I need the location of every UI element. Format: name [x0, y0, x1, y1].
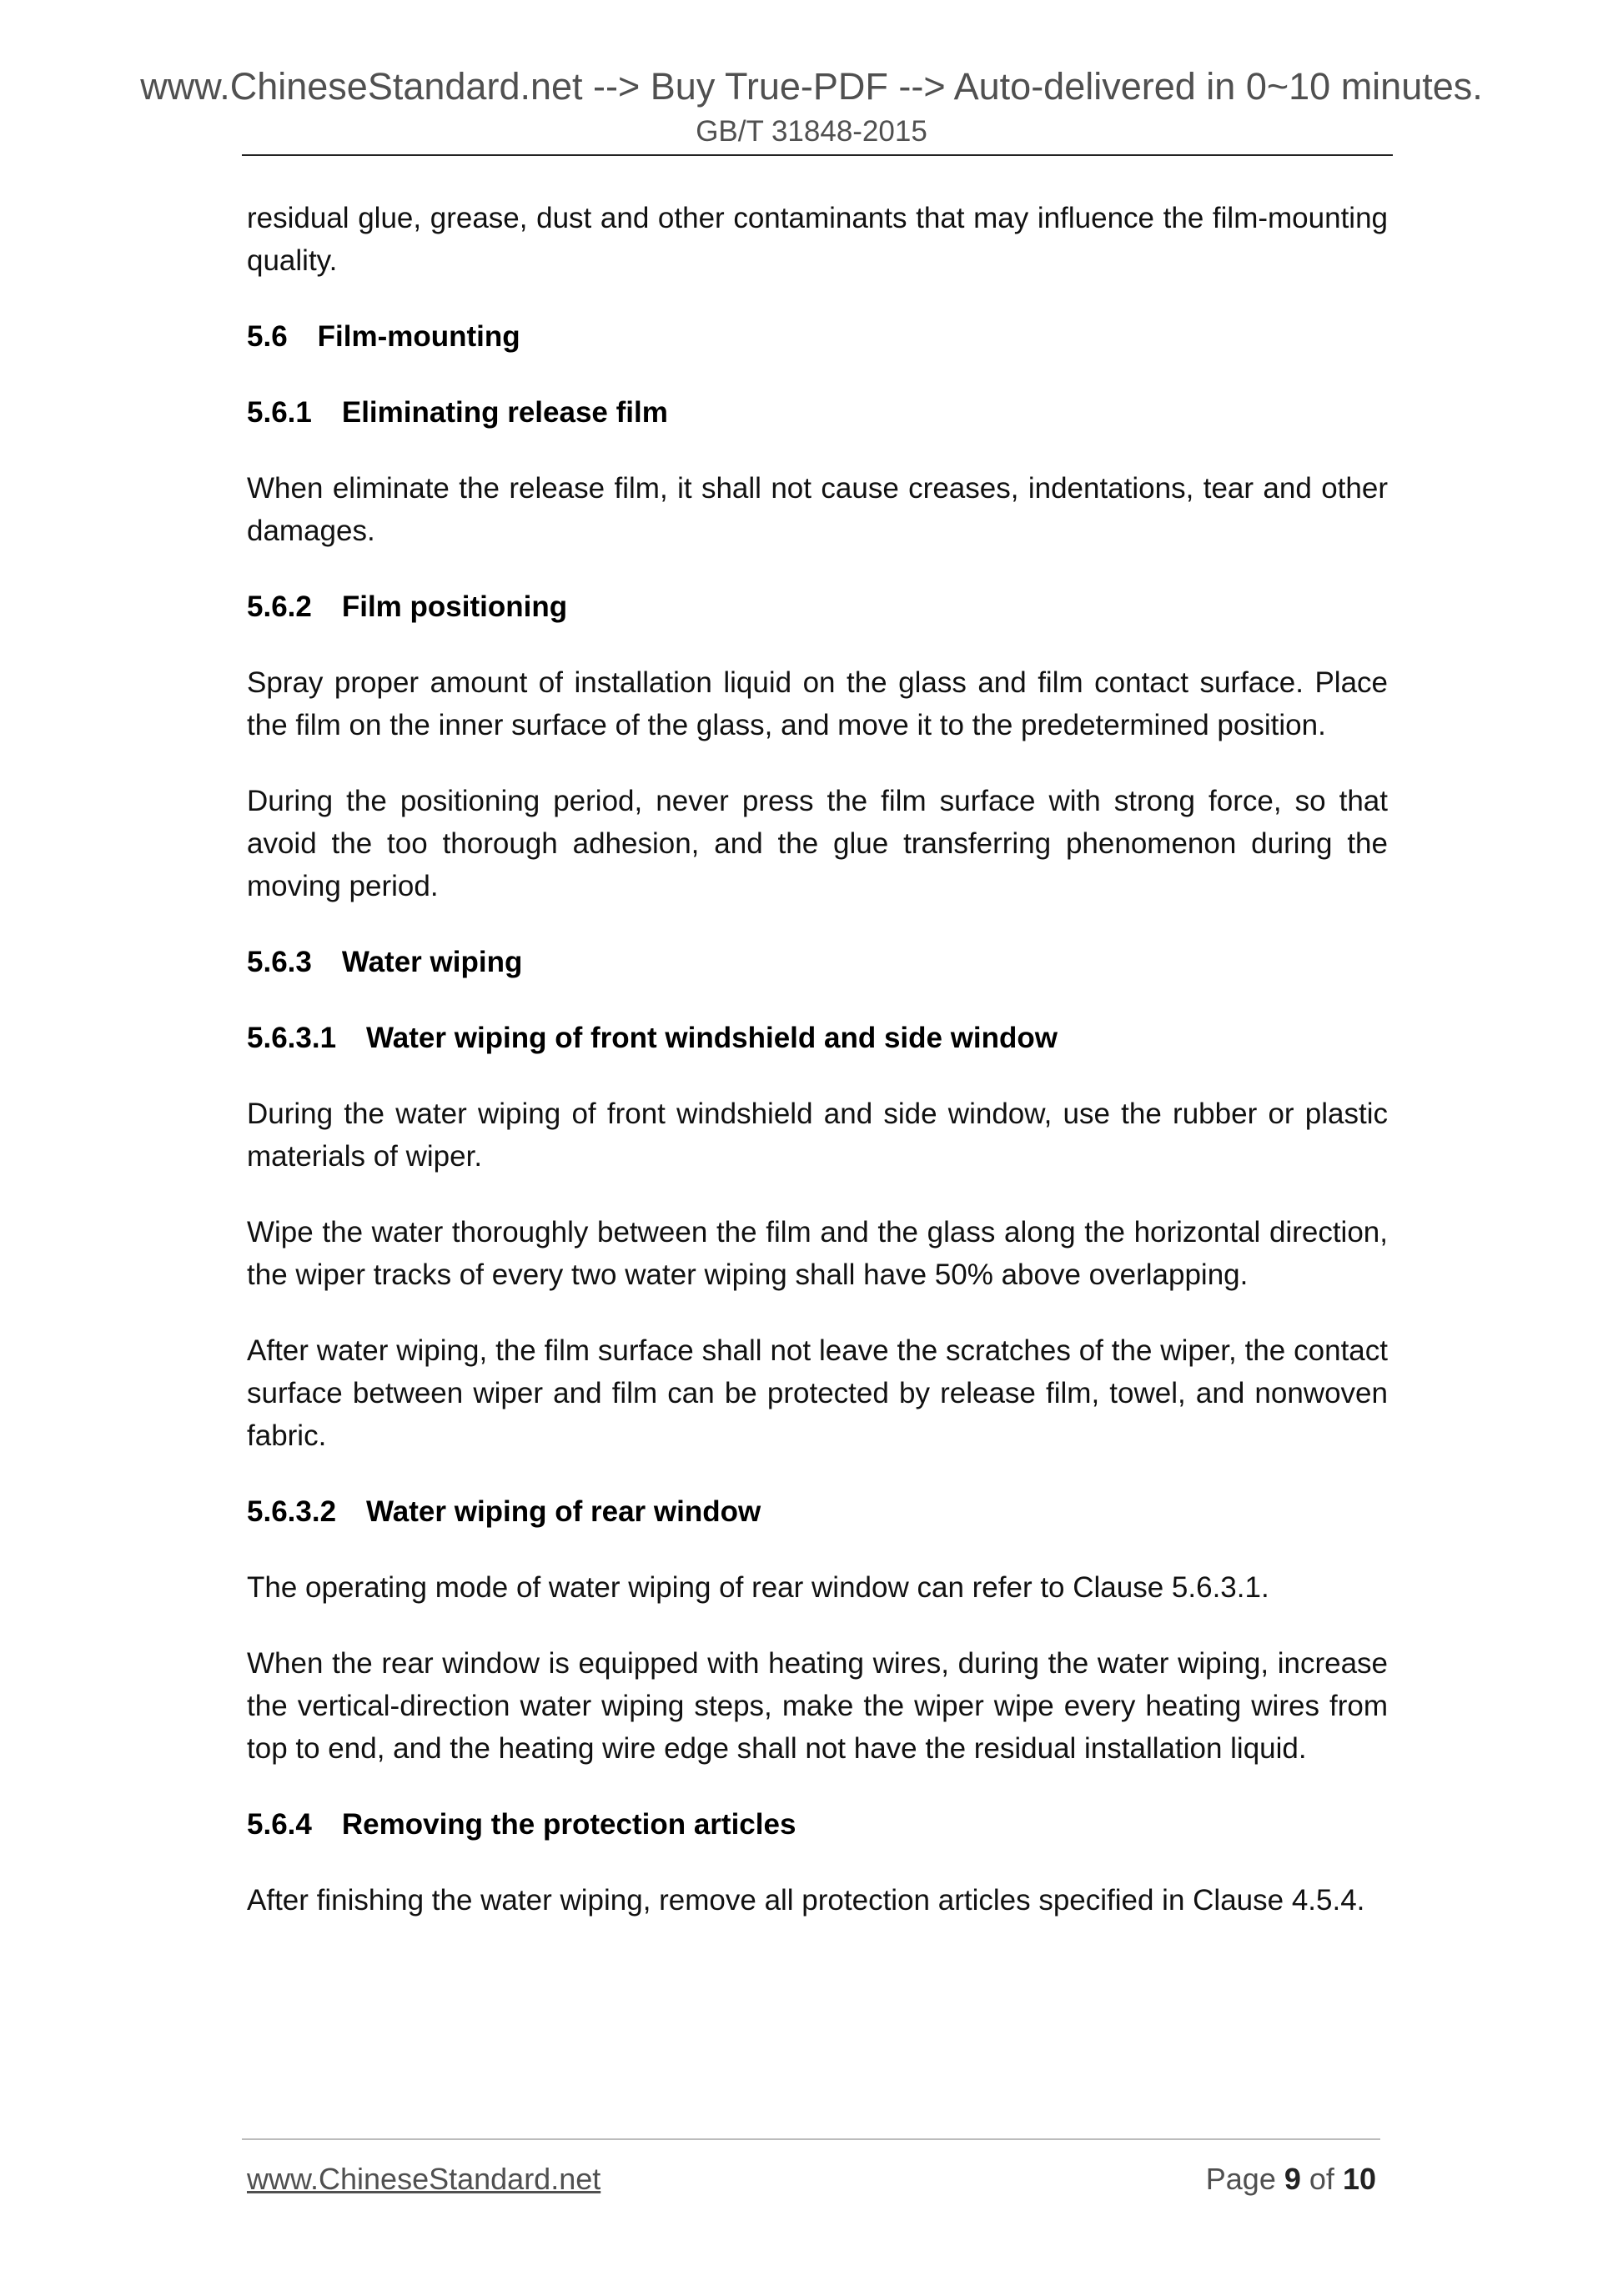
page-indicator [1206, 2160, 1376, 2198]
section-heading-5-6-3-2 [247, 1490, 1388, 1533]
section-number: 5.6.3.2 [247, 1495, 337, 1528]
footer-divider [242, 2138, 1380, 2140]
section-heading-5-6 [247, 315, 1388, 358]
section-number: 5.6.3.1 [247, 1022, 337, 1054]
paragraph-5-6-2-b: During the positioning period, never press the film surface with strong force, so that avoid the too thorough adhesion, and the glue transferring phenomenon during the moving period. [247, 785, 1388, 902]
section-number: 5.6.4 [247, 1808, 312, 1841]
section-heading-5-6-3-1 [247, 1017, 1388, 1059]
section-title: Eliminating release film [341, 396, 668, 429]
paragraph-5-6-3-1-b: Wipe the water thoroughly between the film and the glass along the horizontal direction, the wiper tracks of every two water wiping shall have 50% above overlapping. [247, 1216, 1388, 1291]
paragraph-continued: residual glue, grease, dust and other contaminants that may influence the film-mounting quality. [247, 202, 1388, 277]
section-title: Water wiping of rear window [366, 1495, 761, 1528]
site-banner: www.ChineseStandard.net --> Buy True-PDF --> Auto-delivered in 0~10 minutes. [140, 65, 1483, 108]
current-page-number: 9 [1284, 2162, 1301, 2196]
section-number: 5.6.3 [247, 946, 312, 978]
paragraph-5-6-3-2-a: The operating mode of water wiping of rear window can refer to Clause 5.6.3.1. [247, 1571, 1269, 1604]
section-title: Removing the protection articles [341, 1808, 796, 1841]
section-title: Water wiping of front windshield and side window [366, 1022, 1058, 1054]
section-title: Water wiping [341, 946, 523, 978]
section-heading-5-6-3 [247, 941, 1388, 983]
section-heading-5-6-4 [247, 1803, 1388, 1846]
paragraph-5-6-3-1-c: After water wiping, the film surface shall not leave the scratches of the wiper, the contact surface between wiper and film can be protected by release film, towel, and nonwoven fabric. [247, 1334, 1388, 1452]
section-heading-5-6-2 [247, 585, 1388, 628]
standard-code: GB/T 31848-2015 [696, 115, 927, 148]
paragraph-5-6-3-1-a: During the water wiping of front windshield and side window, use the rubber or plastic materials of wiper. [247, 1098, 1388, 1173]
paragraph-5-6-4: After finishing the water wiping, remove all protection articles specified in Clause 4.5.4. [247, 1884, 1365, 1917]
section-number: 5.6 [247, 320, 288, 353]
page-label: Page [1205, 2162, 1276, 2196]
document-body [247, 197, 1388, 1955]
section-number: 5.6.1 [247, 396, 312, 429]
header-divider [242, 154, 1393, 156]
footer-site-link[interactable]: www.ChineseStandard.net [247, 2162, 601, 2196]
section-number: 5.6.2 [247, 590, 312, 623]
section-title: Film positioning [341, 590, 568, 623]
section-heading-5-6-1 [247, 391, 1388, 434]
paragraph-5-6-3-2-b: When the rear window is equipped with heating wires, during the water wiping, increase the vertical-direction water wiping steps, make the wiper wipe every heating wires from top to end, and the heating wire edge shall not have the residual installation liquid. [247, 1647, 1388, 1765]
page-of-label: of [1309, 2162, 1334, 2196]
total-pages-number: 10 [1342, 2162, 1376, 2196]
section-title: Film-mounting [317, 320, 520, 353]
paragraph-5-6-2-a: Spray proper amount of installation liquid on the glass and film contact surface. Place the film on the inner surface of the glass, and move it to the predetermined position. [247, 666, 1388, 741]
paragraph-5-6-1: When eliminate the release film, it shall not cause creases, indentations, tear and other damages. [247, 472, 1388, 547]
